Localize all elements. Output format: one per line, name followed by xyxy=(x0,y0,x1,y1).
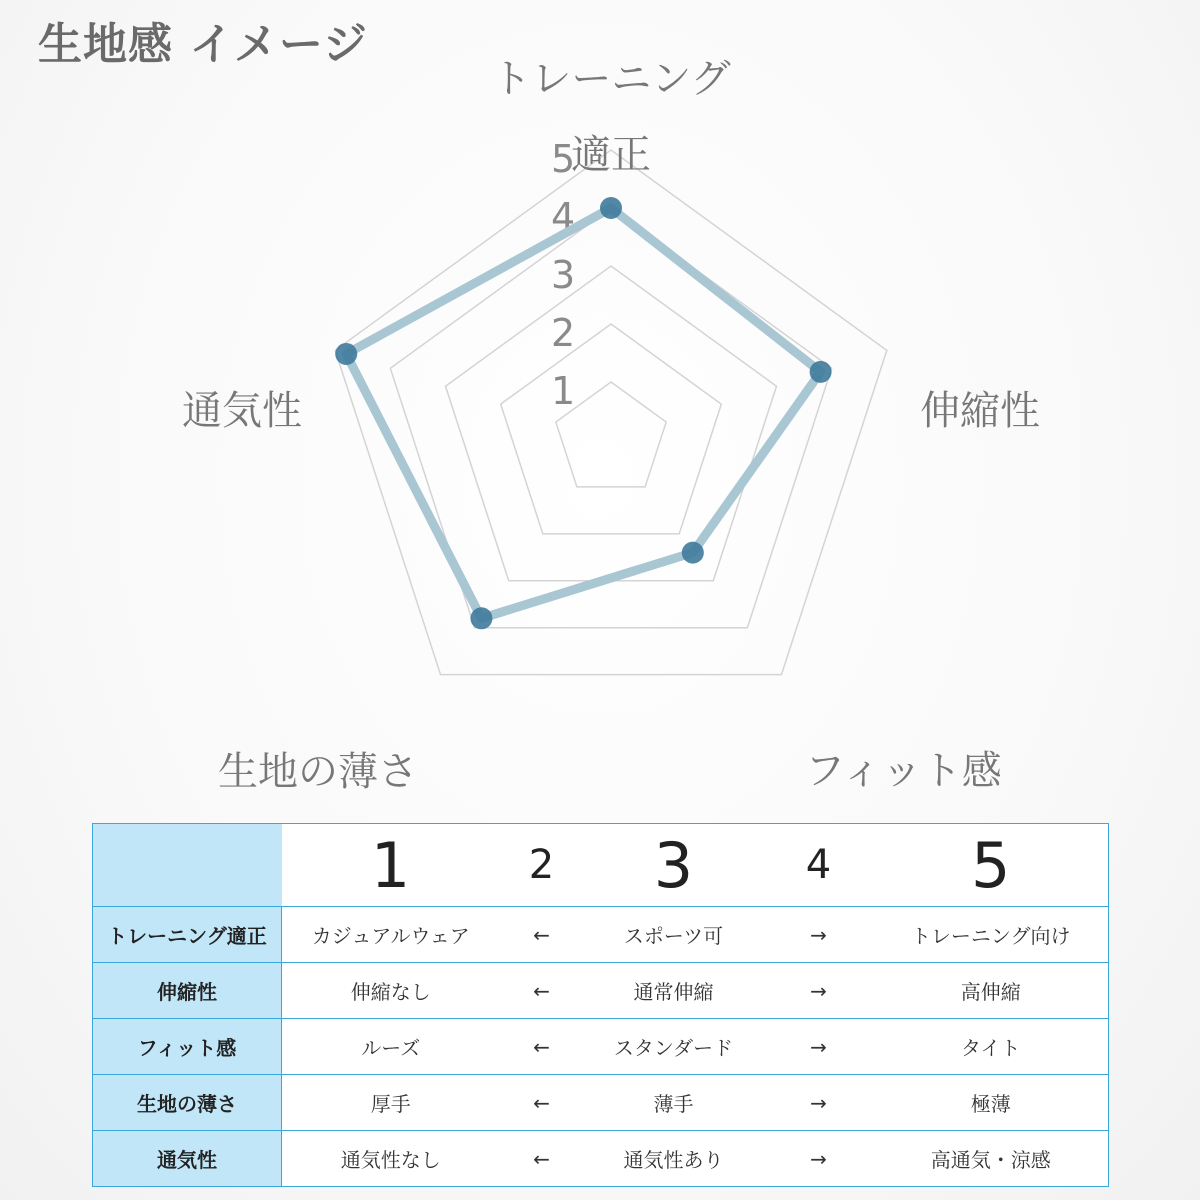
low-desc: 厚手 xyxy=(282,1075,500,1131)
table-row xyxy=(93,1075,1109,1131)
data-point xyxy=(682,542,704,564)
table-corner xyxy=(93,824,282,907)
grid-ring-2 xyxy=(501,324,722,534)
data-point xyxy=(470,607,492,629)
high-desc: 極薄 xyxy=(874,1075,1109,1131)
low-desc: 通気性なし xyxy=(282,1131,500,1187)
tick-label: 3 xyxy=(551,253,576,297)
mid-desc: 薄手 xyxy=(584,1075,764,1131)
axis-label: フィット感 xyxy=(805,748,1002,794)
scale-2: 2 xyxy=(500,824,584,907)
series-line xyxy=(346,208,820,618)
tick-label: 5 xyxy=(551,137,576,181)
grid-ring-5 xyxy=(335,150,887,675)
high-desc: タイト xyxy=(874,1019,1109,1075)
left-arrow: ← xyxy=(500,1019,584,1075)
mid-desc: 通常伸縮 xyxy=(584,963,764,1019)
table-row xyxy=(93,907,1109,963)
tick-label: 4 xyxy=(551,195,576,239)
row-label: 生地の薄さ xyxy=(93,1075,282,1131)
row-label: 伸縮性 xyxy=(93,963,282,1019)
row-label: トレーニング適正 xyxy=(93,907,282,963)
axis-label: トレーニング適正 xyxy=(491,56,731,178)
low-desc: カジュアルウェア xyxy=(282,907,500,963)
data-point xyxy=(600,197,622,219)
right-arrow: → xyxy=(764,963,874,1019)
axis-label: 生地の薄さ xyxy=(218,749,418,795)
mid-desc: スタンダード xyxy=(584,1019,764,1075)
high-desc: 高通気・涼感 xyxy=(874,1131,1109,1187)
radar-series xyxy=(335,197,831,629)
radar-tick-labels xyxy=(551,137,575,413)
data-point xyxy=(335,343,357,365)
table-row xyxy=(93,963,1109,1019)
tick-label: 1 xyxy=(551,369,576,413)
low-desc: ルーズ xyxy=(282,1019,500,1075)
high-desc: トレーニング向け xyxy=(874,907,1109,963)
scale-5: 5 xyxy=(874,824,1109,907)
legend-table xyxy=(92,823,1109,1187)
table-row xyxy=(93,1019,1109,1075)
row-label: 通気性 xyxy=(93,1131,282,1187)
right-arrow: → xyxy=(764,907,874,963)
data-point xyxy=(810,361,832,383)
radar-grid xyxy=(335,150,887,675)
scale-1: 1 xyxy=(282,824,500,907)
right-arrow: → xyxy=(764,1075,874,1131)
axis-label: 伸縮性 xyxy=(920,388,1040,434)
low-desc: 伸縮なし xyxy=(282,963,500,1019)
right-arrow: → xyxy=(764,1019,874,1075)
scale-row xyxy=(93,824,1109,907)
left-arrow: ← xyxy=(500,963,584,1019)
axis-label: 通気性 xyxy=(182,388,302,434)
right-arrow: → xyxy=(764,1131,874,1187)
mid-desc: 通気性あり xyxy=(584,1131,764,1187)
table-row xyxy=(93,1131,1109,1187)
page-title: 生地感 イメージ xyxy=(38,19,368,70)
mid-desc: スポーツ可 xyxy=(584,907,764,963)
row-label: フィット感 xyxy=(93,1019,282,1075)
left-arrow: ← xyxy=(500,1075,584,1131)
high-desc: 高伸縮 xyxy=(874,963,1109,1019)
left-arrow: ← xyxy=(500,907,584,963)
scale-3: 3 xyxy=(584,824,764,907)
scale-4: 4 xyxy=(764,824,874,907)
tick-label: 2 xyxy=(551,311,576,355)
left-arrow: ← xyxy=(500,1131,584,1187)
radar-axis-labels xyxy=(182,56,1040,795)
